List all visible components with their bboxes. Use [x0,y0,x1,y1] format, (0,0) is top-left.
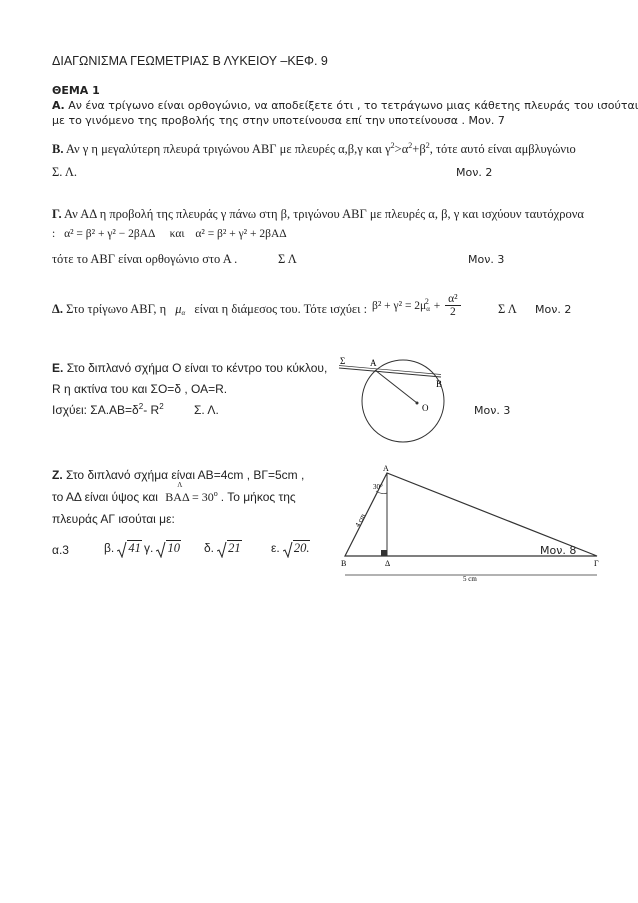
question-z-line3: πλευράς ΑΓ ισούται με: [52,512,175,526]
question-b-label: Β. [52,142,64,156]
question-g-line3: τότε το ΑΒΓ είναι ορθογώνιο στο Α . [52,252,238,266]
question-g-truefalse[interactable]: Σ Λ [278,252,297,266]
option-a[interactable]: α.3 [52,543,69,557]
circle-figure [335,355,455,445]
triangle-figure [335,463,620,583]
option-b[interactable]: β. 41 [104,541,141,555]
question-g-line1: Γ. Αν ΑΔ η προβολή της πλευράς γ πάνω στη β, τριγώνου ΑΒΓ με πλευρές α, β, γ και ισχύουν ταυτόχρονα [52,207,584,221]
question-e-label: Ε. [52,361,64,375]
equation-2: α² = β² + γ² + 2βΑΔ [195,228,287,240]
question-d-truefalse[interactable]: Σ Λ [498,302,517,316]
question-b-truefalse[interactable]: Σ. Λ. [52,165,78,179]
question-g-marks: Μον. 3 [468,253,505,266]
question-z-line2: το ΑΔ είναι ύψος και Λ $BA\Delta = 30^o$ . Το μήκος της [52,481,296,504]
label-b: Β [341,559,347,568]
question-g-label: Γ. [52,207,62,221]
question-e-line2: R η ακτίνα του και ΣΟ=δ , ΟΑ=R. [52,382,228,396]
page-title: ΔΙΑΓΩΝΙΣΜΑ ΓΕΩΜΕΤΡΙΑΣ Β ΛΥΚΕΙΟΥ –ΚΕΦ. 9 [52,54,328,68]
right-angle-marker [381,550,387,556]
option-c[interactable]: γ. 10 [144,541,180,555]
fraction: $\frac{\text{α²}}{2}$ [445,293,460,318]
question-e-truefalse[interactable]: Σ. Λ. [194,403,219,417]
question-d-label: Δ. [52,302,63,316]
radius-line [375,370,417,403]
label-side: 4 cm [353,512,368,529]
question-z-label: Ζ. [52,468,63,482]
secant-line [339,368,441,377]
question-a-label: Α. [52,99,65,112]
label-b: Β [436,379,443,389]
question-a-text: Αν ένα τρίγωνο είναι ορθογώνιο, να αποδείξετε ότι , το τετράγωνο μιας κάθετης πλευράς του ισούται [68,99,638,112]
theme-heading: ΘΕΜΑ 1 [52,84,100,97]
question-e-line1: Ε. Στο διπλανό σχήμα Ο είναι το κέντρο του κύκλου, [52,361,328,375]
equation-1: α² = β² + γ² − 2βΑΔ [64,228,155,240]
circle [362,360,444,442]
label-a: Α [370,358,377,368]
angle-expression: Λ $BA\Delta = 30^o$ [165,481,218,504]
question-d-line: Δ. Στο τρίγωνο ΑΒΓ, η $\mu_\alpha$ είναι η διάμεσος του. Τότε ισχύει : [52,302,368,317]
label-o: Ο [422,403,429,413]
median-symbol: $\mu_\alpha$ [175,302,186,317]
question-e-marks: Μον. 3 [474,404,511,417]
question-d-equation: $\beta^2 + \gamma^2 = 2\mu_\alpha^2$ + $\frac{\text{α²}}{2}$ [372,293,461,318]
label-g: Γ [594,559,599,568]
question-g-equations: : α² = β² + γ² − 2βΑΔ και α² = β² + γ² + 2βΑΔ [52,228,287,240]
question-a-line2: με το γινόμενο της προβολής της στην υποτείνουσα επί την υποτείνουσα . Μον. 7 [52,114,505,127]
question-z-marks: Μον. 8 [540,544,577,557]
label-s: Σ [340,356,346,366]
label-base: 5 cm [463,575,477,583]
option-e[interactable]: ε. 20. [271,541,310,555]
question-e-line3: Ισχύει: $\Sigma A.AB=\delta^2-$ $R^2$ [52,402,164,417]
option-d[interactable]: δ. 21 [204,541,241,555]
label-d: Δ [385,559,391,568]
question-z-line1: Ζ. Στο διπλανό σχήμα είναι ΑΒ=4cm , ΒΓ=5cm , [52,468,305,482]
center-point [416,402,419,405]
question-b-line1: Β. Αν γ η μεγαλύτερη πλευρά τριγώνου ΑΒΓ με πλευρές α,β,γ και $\gamma^2>\alpha^2+\beta^2$, τότε αυτό είναι αμβλυγώνιο [52,141,576,156]
question-d-marks: Μον. 2 [535,303,572,316]
question-b-marks: Μον. 2 [456,166,493,179]
label-a: Α [383,464,389,473]
question-a-line1 [52,99,638,112]
label-angle: 30° [373,483,383,491]
